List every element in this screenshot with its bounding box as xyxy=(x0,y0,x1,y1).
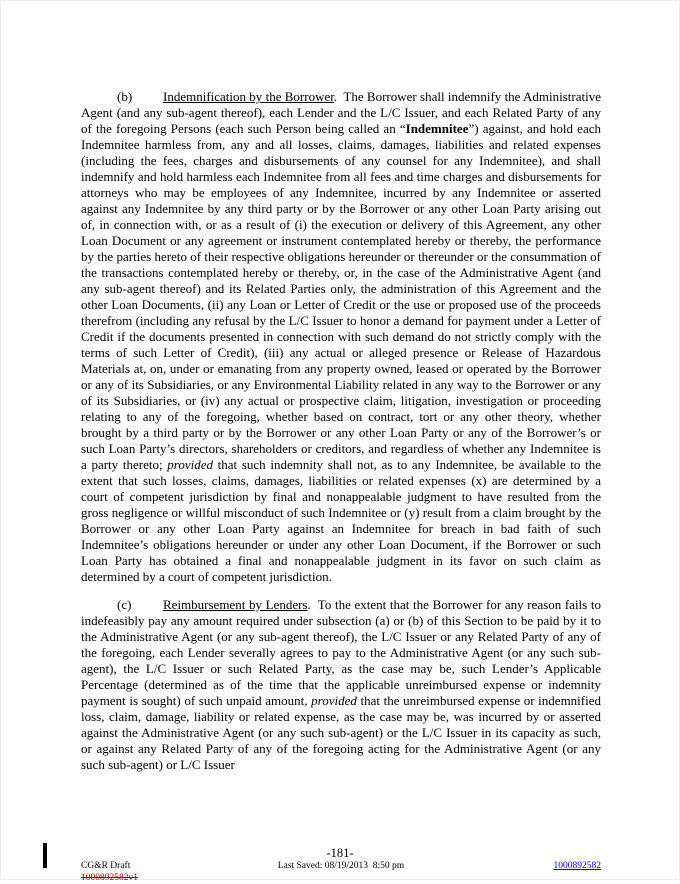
last-saved-timestamp: Last Saved: 08/19/2013 8:50 pm xyxy=(277,861,405,871)
text-run: provided xyxy=(167,457,213,472)
text-run: (b) xyxy=(117,89,133,104)
text-run: that the unreimbursed expense or indemnified loss, claim, damage, liability or related expense, as the case may be, was incurred by or asserted against the Administrative Agent (or any such sub-agent) or the L/C Issuer in its capacity as such, or against any Related Party of any of the foregoing acting for the Administrative Agent (or any such sub-agent) or L/C Issuer xyxy=(81,693,601,772)
paragraph-reimbursement-by-lenders xyxy=(81,597,601,773)
doc-number-struck: 1000892582v1 xyxy=(81,873,138,883)
page-footer xyxy=(81,861,601,881)
text-run: . To the extent that the Borrower for any reason fails to indefeasibly pay any amount required under subsection (a) or (b) of this Section to be paid by it to the Administrative Agent (or any sub-agent thereof), the L/C Issuer or any Related Party of any of the foregoing, each Lender severally agrees to pay to the Administrative Agent (or any such sub-agent), the L/C Issuer or such Related Party, as the case may be, such Lender’s Applicable Percentage (determined as of the time that the applicable unreimbursed expense or indemnity payment is sought) of such unpaid amount, xyxy=(81,597,601,708)
document-body xyxy=(81,89,601,843)
text-run: that such indemnity shall not, as to any Indemnitee, be available to the extent that such losses, claims, damages, liabilities or related expenses (x) are determined by a court of competent jurisdiction by final and nonappealable judgment to have resulted from the gross negligence or willful misconduct of such Indemnitee or (y) result from a claim brought by the Borrower or any other Loan Party against an Indemnitee for breach in bad faith of such Indemnitee’s obligations hereunder or under any other Loan Document, if the Borrower or such Loan Party has obtained a final and nonappealable judgment in its favor on such claim as determined by a court of competent jurisdiction. xyxy=(81,457,601,584)
doc-number-link[interactable]: 1000892582 xyxy=(553,861,601,871)
paragraph-indemnification-by-borrower xyxy=(81,89,601,585)
draft-label: CG&R Draft xyxy=(81,861,131,871)
text-run: (c) xyxy=(117,597,132,612)
text-run: . The Borrower shall indemnify the Administrative Agent (and any sub-agent thereof), each Lender and the L/C Issuer, and each Related Party of any of the foregoing Persons (each such Person being called an “ xyxy=(81,89,601,136)
text-run: ”) against, and hold each Indemnitee harmless from, any and all losses, claims, damages, liabilities and related expenses (including the fees, charges and disbursements of any counsel for any Indemnitee), and shall indemnify and hold harmless each Indemnitee from all fees and time charges and disbursements for attorneys who may be employees of any Indemnitee, incurred by any Indemnitee or asserted against any Indemnitee by any third party or by the Borrower or any other Loan Party arising out of, in connection with, or as a result of (i) the execution or delivery of this Agreement, any other Loan Document or any agreement or instrument contemplated hereby or thereby, the performance by the parties hereto of their respective obligations hereunder or thereunder or the consummation of the transactions contemplated hereby or thereby, or, in the case of the Administrative Agent (and any sub-agent thereof) and its Related Parties only, the administration of this Agreement and the other Loan Documents, (ii) any Loan or Letter of Credit or the use or proposed use of the proceeds therefrom (including any refusal by the L/C Issuer to honor a demand for payment under a Letter of Credit if the documents presented in connection with such demand do not strictly comply with the terms of such Letter of Credit), (iii) any actual or alleged presence or Release of Hazardous Materials at, on, under or emanating from any property owned, leased or operated by the Borrower or any of its Subsidiaries, or any Environmental Liability related in any way to the Borrower or any of its Subsidiaries, or (iv) any actual or prospective claim, litigation, investigation or proceeding relating to any of the foregoing, whether based on contract, tort or any other theory, whether brought by a third party or by the Borrower or any other Loan Party or any of the Borrower’s or such Loan Party’s directors, shareholders or creditors, and regardless of whether any Indemnitee is a party thereto; xyxy=(81,121,601,472)
text-run: Indemnitee xyxy=(405,121,469,136)
text-run: Indemnification by the Borrower xyxy=(163,89,334,104)
page-number: -181- xyxy=(326,846,354,860)
text-run: Reimbursement by Lenders xyxy=(163,597,308,612)
text-run: provided xyxy=(311,693,357,708)
